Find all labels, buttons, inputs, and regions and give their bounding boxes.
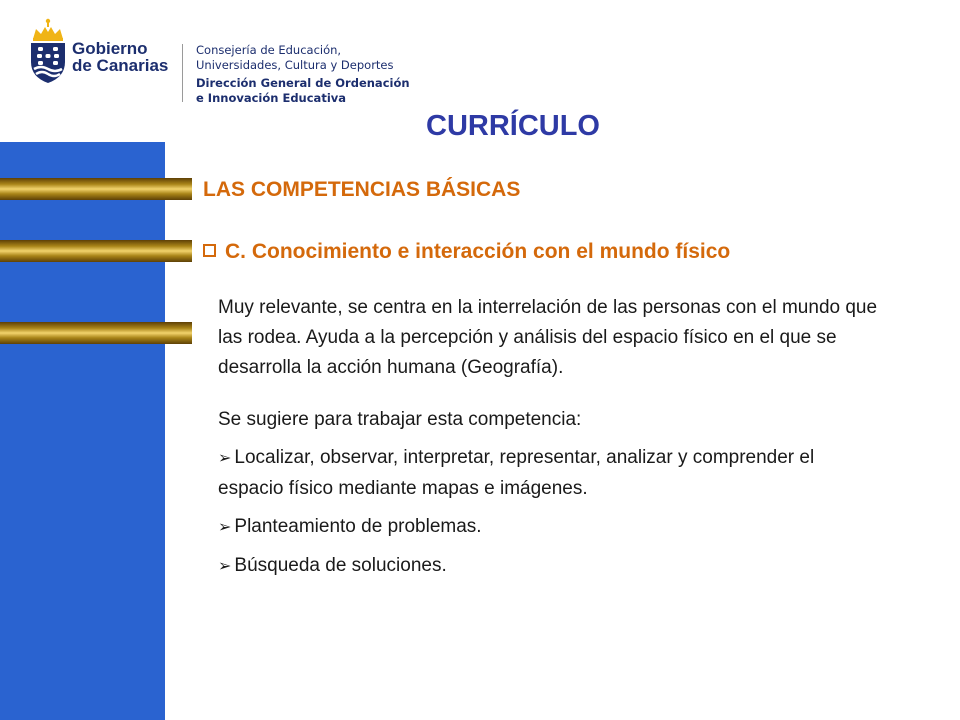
section-heading-text: C. Conocimiento e interacción con el mundo físico	[225, 240, 731, 263]
arrow-bullet-icon: ➢	[218, 558, 232, 575]
left-blue-bar	[0, 142, 165, 720]
logo-line-1: Gobierno	[72, 39, 148, 58]
arrow-bullet-icon: ➢	[218, 450, 232, 467]
list-item	[218, 512, 878, 543]
dept-line-3: Dirección General de Ordenación	[196, 76, 410, 90]
list-item-text: Localizar, observar, interpretar, representar, analizar y comprender el espacio físico mediante mapas e imágenes.	[218, 447, 815, 499]
checkbox-square-icon	[203, 244, 216, 257]
list-item	[218, 551, 878, 582]
list-item-text: Búsqueda de soluciones.	[234, 555, 447, 576]
arrow-bullet-icon: ➢	[218, 519, 232, 536]
slide-subtitle: LAS COMPETENCIAS BÁSICAS	[203, 178, 521, 201]
gold-bar-1	[0, 178, 192, 200]
gold-bar-3	[0, 322, 192, 344]
logo-wordmark	[72, 40, 168, 74]
logo-line-2: de Canarias	[72, 56, 169, 75]
list-item-text: Planteamiento de problemas.	[234, 516, 482, 537]
department-name	[196, 43, 410, 106]
dept-line-2: Universidades, Cultura y Deportes	[196, 58, 394, 72]
dept-line-4: e Innovación Educativa	[196, 91, 347, 105]
dept-line-1: Consejería de Educación,	[196, 43, 342, 57]
list-item	[218, 443, 878, 504]
slide-title: CURRÍCULO	[426, 110, 600, 142]
slide-body	[218, 293, 878, 590]
logo-divider	[182, 44, 183, 102]
intro-text: Se sugiere para trabajar esta competencia:	[218, 409, 582, 430]
crown-shield-emblem-icon	[28, 18, 68, 84]
description-paragraph: Muy relevante, se centra en la interrelación de las personas con el mundo que las rodea. Ayuda a la percepción y análisis del espacio físico en el que se desarrolla la acción humana (Geografía).	[218, 297, 878, 378]
section-heading	[203, 240, 730, 264]
gold-bar-2	[0, 240, 192, 262]
